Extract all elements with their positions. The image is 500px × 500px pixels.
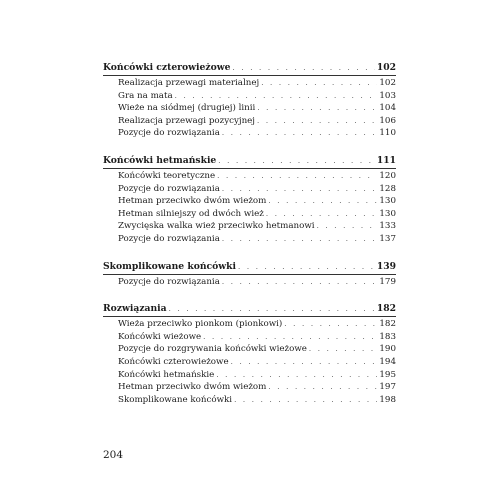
dot-leader: [268, 381, 377, 394]
toc-entry-title: Pozycje do rozgrywania końcówki wieżowe: [118, 344, 307, 355]
dot-leader: [222, 127, 378, 140]
toc-entry: [103, 195, 396, 208]
toc-entry-title: Końcówki teoretyczne: [118, 170, 216, 181]
toc-entry: [103, 318, 396, 331]
toc-entry: [103, 369, 396, 382]
toc-entry-page: 133: [379, 221, 396, 232]
table-of-contents: [103, 61, 396, 420]
toc-entry-title: Gra na mata: [118, 90, 173, 101]
dot-leader: [169, 303, 375, 316]
toc-entry-title: Końcówki hetmańskie: [118, 369, 215, 380]
toc-section-heading: [103, 302, 396, 315]
toc-heading-page: 139: [376, 260, 396, 272]
toc-entry: [103, 394, 396, 407]
dot-leader: [234, 394, 377, 407]
toc-entry: [103, 208, 396, 221]
toc-entry-page: 190: [379, 344, 396, 355]
dot-leader: [257, 115, 377, 128]
toc-entry: [103, 77, 396, 90]
dot-leader: [216, 369, 377, 382]
toc-entry: [103, 90, 396, 103]
dot-leader: [268, 195, 377, 208]
dot-leader: [261, 77, 377, 90]
toc-entry-page: 128: [379, 183, 396, 194]
section-divider: [103, 316, 396, 317]
dot-leader: [222, 233, 378, 246]
section-divider: [103, 274, 396, 275]
toc-heading-title: Rozwiązania: [103, 303, 167, 315]
toc-section-heading: [103, 154, 396, 167]
dot-leader: [233, 62, 375, 75]
toc-entry-title: Pozycje do rozwiązania: [118, 233, 220, 244]
toc-entry: [103, 127, 396, 140]
toc-entry-page: 182: [379, 319, 396, 330]
toc-entry-title: Pozycje do rozwiązania: [118, 183, 220, 194]
toc-section: [103, 61, 396, 140]
section-divider: [103, 168, 396, 169]
toc-heading-title: Skomplikowane końcówki: [103, 260, 236, 272]
dot-leader: [309, 343, 378, 356]
dot-leader: [238, 261, 375, 274]
toc-entry-page: 120: [379, 170, 396, 181]
toc-entry-page: 197: [379, 382, 396, 393]
dot-leader: [175, 90, 378, 103]
toc-section: [103, 260, 396, 289]
toc-heading-page: 111: [376, 154, 396, 166]
dot-leader: [266, 208, 378, 221]
section-divider: [103, 75, 396, 76]
toc-entry-title: Pozycje do rozwiązania: [118, 276, 220, 287]
toc-entry-title: Wieże na siódmej (drugiej) linii: [118, 103, 256, 114]
toc-entry-page: 194: [379, 356, 396, 367]
toc-entry: [103, 381, 396, 394]
toc-entry-page: 103: [379, 90, 396, 101]
toc-entry-title: Realizacja przewagi pozycyjnej: [118, 115, 255, 126]
toc-entry-page: 130: [379, 196, 396, 207]
dot-leader: [317, 220, 378, 233]
toc-entry-page: 137: [379, 233, 396, 244]
toc-section-heading: [103, 260, 396, 273]
toc-entry: [103, 343, 396, 356]
toc-heading-title: Końcówki hetmańskie: [103, 154, 217, 166]
toc-heading-title: Końcówki czterowieżowe: [103, 62, 231, 73]
toc-entry-page: 106: [379, 115, 396, 126]
toc-entry-title: Pozycje do rozwiązania: [118, 128, 220, 139]
toc-entry: [103, 102, 396, 115]
dot-leader: [203, 331, 377, 344]
dot-leader: [218, 155, 375, 168]
toc-entry: [103, 183, 396, 196]
toc-entry-page: 198: [379, 394, 396, 405]
dot-leader: [284, 318, 377, 331]
toc-entry: [103, 276, 396, 289]
toc-heading-page: 182: [376, 303, 396, 315]
toc-section-heading: [103, 61, 396, 74]
toc-entry-title: Końcówki wieżowe: [118, 331, 202, 342]
toc-entry-page: 104: [379, 103, 396, 114]
toc-entry-page: 110: [379, 128, 396, 139]
toc-entry-page: 102: [379, 78, 396, 88]
toc-entry-page: 183: [379, 331, 396, 342]
toc-entry-title: Skomplikowane końcówki: [118, 394, 233, 405]
toc-entry-page: 130: [379, 208, 396, 219]
dot-leader: [257, 102, 377, 115]
toc-entry: [103, 356, 396, 369]
dot-leader: [231, 356, 378, 369]
toc-entry-page: 179: [379, 276, 396, 287]
toc-entry: [103, 233, 396, 246]
toc-section: [103, 302, 396, 406]
dot-leader: [217, 170, 377, 183]
toc-entry-page: 195: [379, 369, 396, 380]
toc-entry-title: Wieża przeciwko pionkom (pionkowi): [118, 319, 283, 330]
toc-entry-title: Końcówki czterowieżowe: [118, 356, 229, 367]
dot-leader: [222, 183, 378, 196]
toc-entry-title: Hetman silniejszy od dwóch wież: [118, 208, 264, 219]
toc-entry: [103, 170, 396, 183]
toc-entry-title: Hetman przeciwko dwóm wieżom: [118, 382, 267, 393]
toc-entry-title: Realizacja przewagi materialnej: [118, 78, 260, 88]
toc-entry: [103, 331, 396, 344]
toc-section: [103, 154, 396, 246]
dot-leader: [222, 276, 378, 289]
page-number: 204: [103, 449, 124, 461]
toc-entry-title: Zwycięska walka wież przeciwko hetmanowi: [118, 221, 315, 232]
toc-entry: [103, 220, 396, 233]
toc-entry-title: Hetman przeciwko dwóm wieżom: [118, 196, 267, 207]
toc-entry: [103, 115, 396, 128]
toc-heading-page: 102: [376, 62, 396, 73]
